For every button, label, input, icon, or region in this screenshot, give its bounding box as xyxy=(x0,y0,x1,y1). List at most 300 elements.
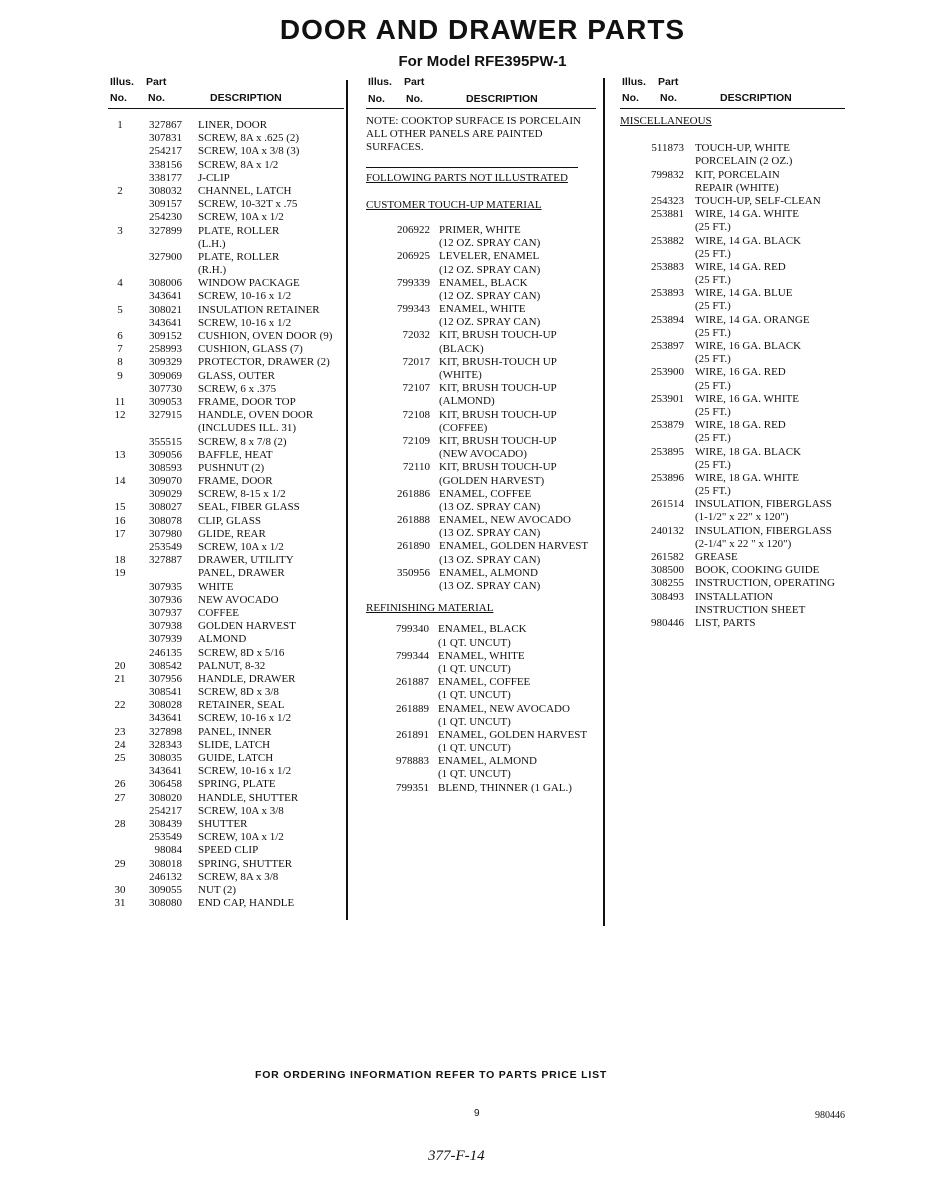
part-description: WIRE, 16 GA. BLACK xyxy=(695,340,802,352)
part-number: 72110 xyxy=(402,461,430,474)
table-row xyxy=(366,277,596,290)
table-row xyxy=(108,264,344,277)
part-description: SCREW, 10A x 3/8 (3) xyxy=(198,145,300,158)
part-description: FRAME, DOOR TOP xyxy=(198,395,296,408)
table-row xyxy=(108,712,344,725)
part-description: (1 QT. UNCUT) xyxy=(438,636,511,649)
table-row xyxy=(108,778,344,791)
part-number: 799343 xyxy=(397,303,430,316)
table-row xyxy=(108,594,344,607)
table-row xyxy=(108,251,344,264)
part-description: PLATE, ROLLER xyxy=(198,224,280,237)
part-description: (2-1/4" x 22 " x 120") xyxy=(695,537,792,550)
table-row xyxy=(620,446,845,459)
part-number: 308542 xyxy=(149,659,182,672)
part-description: WIRE, 16 GA. WHITE xyxy=(695,392,799,405)
illus-number: 5 xyxy=(117,303,123,316)
table-row xyxy=(366,514,596,527)
part-description: HANDLE, DRAWER xyxy=(198,672,296,685)
part-number: 253894 xyxy=(651,313,684,326)
table-row xyxy=(620,393,845,406)
part-number: 307935 xyxy=(149,580,182,593)
part-description: (25 FT.) xyxy=(695,458,731,471)
table-row xyxy=(366,329,596,342)
table-row xyxy=(108,501,344,514)
part-description: KIT, BRUSH TOUCH-UP xyxy=(439,408,557,421)
illus-number: 13 xyxy=(114,448,126,461)
note-line: NOTE: COOKTOP SURFACE IS PORCELAIN xyxy=(366,115,581,127)
table-row xyxy=(620,195,845,208)
part-number: 327887 xyxy=(149,554,182,567)
table-row xyxy=(108,818,344,831)
table-row xyxy=(108,132,344,145)
illus-label: Illus. xyxy=(622,76,646,88)
illus-number: 20 xyxy=(114,659,126,672)
part-description: (12 OZ. SPRAY CAN) xyxy=(439,237,541,250)
table-row xyxy=(366,580,596,593)
part-number: 343641 xyxy=(149,316,182,329)
table-row xyxy=(620,419,845,432)
part-description: KIT, BRUSH TOUCH-UP xyxy=(439,434,557,447)
part-number: 261514 xyxy=(651,498,684,511)
part-number: 308018 xyxy=(149,857,182,870)
part-number: 306458 xyxy=(149,778,182,791)
column-divider xyxy=(603,78,605,926)
part-number: 206922 xyxy=(397,223,430,236)
table-row xyxy=(366,395,596,408)
part-number: 253895 xyxy=(651,445,684,458)
table-row xyxy=(366,475,596,488)
part-description: TOUCH-UP, WHITE xyxy=(695,142,790,155)
part-description: (25 FT.) xyxy=(695,405,731,418)
part-number: 307956 xyxy=(149,672,182,685)
table-row xyxy=(108,660,344,673)
part-description: ENAMEL, COFFEE xyxy=(438,676,531,689)
table-row xyxy=(108,607,344,620)
part-description: ENAMEL, GOLDEN HARVEST xyxy=(438,728,588,741)
no-label: No. xyxy=(622,92,639,104)
table-row xyxy=(108,752,344,765)
part-number: 308020 xyxy=(149,791,182,804)
part-description: PUSHNUT (2) xyxy=(198,461,265,474)
part-description: PLATE, ROLLER xyxy=(198,250,280,263)
illus-number: 25 xyxy=(114,752,126,764)
illus-number: 9 xyxy=(117,369,123,382)
part-description: KIT, BRUSH TOUCH-UP xyxy=(439,382,557,395)
part-description: KIT, BRUSH TOUCH-UP xyxy=(439,461,557,474)
illus-label: Illus. xyxy=(110,76,134,88)
part-description: (GOLDEN HARVEST) xyxy=(439,474,545,487)
part-description: WIRE, 14 GA. WHITE xyxy=(695,208,799,221)
illus-number: 28 xyxy=(114,817,126,830)
part-number: 307980 xyxy=(149,527,182,540)
part-number: 253897 xyxy=(651,340,684,352)
table-row xyxy=(620,261,845,274)
table-row xyxy=(366,448,596,461)
table-row xyxy=(620,155,845,168)
table-row xyxy=(108,225,344,238)
illus-number: 4 xyxy=(117,277,123,290)
table-row xyxy=(108,317,344,330)
part-description: (R.H.) xyxy=(198,264,227,277)
part-description: ENAMEL, WHITE xyxy=(439,303,526,316)
part-description: WIRE, 16 GA. RED xyxy=(695,366,786,379)
part-number: 338177 xyxy=(149,171,182,184)
illus-number: 15 xyxy=(114,501,126,514)
part-description: GLIDE, REAR xyxy=(198,527,266,540)
table-row xyxy=(620,287,845,300)
part-description: SCREW, 10A x 1/2 xyxy=(198,211,284,224)
column-header xyxy=(620,76,845,109)
table-row xyxy=(108,699,344,712)
table-row xyxy=(108,396,344,409)
table-row xyxy=(108,686,344,699)
part-number: 261886 xyxy=(397,487,430,500)
part-number: 308021 xyxy=(149,303,182,316)
table-row xyxy=(620,617,845,630)
part-number: 253901 xyxy=(651,392,684,405)
table-row xyxy=(620,366,845,379)
part-number: 978883 xyxy=(396,755,429,768)
part-description: SCREW, 10A x 1/2 xyxy=(198,541,284,553)
part-description: (25 FT.) xyxy=(695,379,731,392)
illus-number: 1 xyxy=(117,119,123,131)
table-row xyxy=(366,782,596,795)
table-row xyxy=(108,884,344,897)
table-row xyxy=(108,620,344,633)
part-number: 308032 xyxy=(149,184,182,197)
part-description: (L.H.) xyxy=(198,237,226,250)
illus-number: 2 xyxy=(117,184,123,197)
part-description: ENAMEL, ALMOND xyxy=(438,755,537,768)
part-number: 799351 xyxy=(396,781,429,794)
illus-number: 8 xyxy=(117,356,123,369)
part-description: NEW AVOCADO xyxy=(198,593,279,606)
part-number: 253883 xyxy=(651,260,684,273)
model-subtitle: For Model RFE395PW-1 xyxy=(398,53,567,70)
table-row xyxy=(108,805,344,818)
part-description: (25 FT.) xyxy=(695,432,731,445)
part-number: 309029 xyxy=(149,488,182,501)
table-row xyxy=(108,330,344,343)
table-row xyxy=(108,739,344,752)
illus-number: 27 xyxy=(114,791,126,804)
part-number: 307939 xyxy=(149,633,182,646)
table-row xyxy=(366,567,596,580)
table-row xyxy=(108,897,344,910)
part-description: (13 OZ. SPRAY CAN) xyxy=(439,500,541,513)
no-label: No. xyxy=(368,93,385,105)
section-not-illustrated: FOLLOWING PARTS NOT ILLUSTRATED xyxy=(366,171,568,184)
part-description: WIRE, 14 GA. BLACK xyxy=(695,234,802,247)
part-description: PANEL, DRAWER xyxy=(198,567,285,580)
table-row xyxy=(366,663,596,676)
table-row xyxy=(108,356,344,369)
part-number: 327915 xyxy=(149,409,182,422)
column-header xyxy=(108,76,344,109)
part-description: BOOK, COOKING GUIDE xyxy=(695,564,820,577)
separator-rule xyxy=(366,167,578,168)
part-number: 253549 xyxy=(149,541,182,553)
part-number: 309157 xyxy=(149,198,182,211)
part-description: SCREW, 6 x .375 xyxy=(198,382,277,395)
part-number: 799344 xyxy=(396,649,429,662)
table-row xyxy=(620,142,845,155)
table-row xyxy=(620,235,845,248)
table-row xyxy=(108,277,344,290)
part-number: 309053 xyxy=(149,395,182,408)
table-row xyxy=(620,327,845,340)
illus-number: 31 xyxy=(114,897,126,910)
table-row xyxy=(620,406,845,419)
part-description: WIRE, 14 GA. ORANGE xyxy=(695,313,810,326)
table-row xyxy=(620,511,845,524)
table-row xyxy=(108,462,344,475)
table-row xyxy=(108,647,344,660)
part-number: 308439 xyxy=(149,817,182,830)
illus-number: 17 xyxy=(114,527,126,540)
part-description: (25 FT.) xyxy=(695,353,731,366)
part-description: WIRE, 14 GA. RED xyxy=(695,260,786,273)
part-number: 511873 xyxy=(651,142,684,155)
table-row xyxy=(366,237,596,250)
part-description: (1 QT. UNCUT) xyxy=(438,768,511,781)
part-number: 246135 xyxy=(149,646,182,659)
table-row xyxy=(108,304,344,317)
part-description: (25 FT.) xyxy=(695,326,731,339)
table-row xyxy=(620,432,845,445)
table-row xyxy=(108,290,344,303)
table-row xyxy=(366,461,596,474)
table-row xyxy=(108,673,344,686)
part-description: CHANNEL, LATCH xyxy=(198,184,292,197)
part-description: SCREW, 10A x 1/2 xyxy=(198,831,284,844)
description-label: DESCRIPTION xyxy=(210,92,282,104)
table-row xyxy=(108,211,344,224)
part-number: 309329 xyxy=(149,356,182,369)
table-row xyxy=(108,831,344,844)
table-row xyxy=(108,343,344,356)
part-number: 307937 xyxy=(149,606,182,619)
table-row xyxy=(108,515,344,528)
table-row xyxy=(620,169,845,182)
part-number: 240132 xyxy=(651,524,684,537)
table-row xyxy=(108,409,344,422)
table-row xyxy=(620,314,845,327)
table-row xyxy=(366,755,596,768)
part-number: 258993 xyxy=(149,343,182,356)
part-description: SHUTTER xyxy=(198,817,248,830)
table-row xyxy=(108,792,344,805)
part-description: ENAMEL, WHITE xyxy=(438,649,525,662)
part-number: 307831 xyxy=(149,132,182,145)
illus-number: 22 xyxy=(114,699,126,712)
table-row xyxy=(108,475,344,488)
part-number: 308035 xyxy=(149,752,182,764)
table-row xyxy=(366,689,596,702)
part-number: 98084 xyxy=(154,844,182,857)
part-description: ENAMEL, BLACK xyxy=(439,276,528,289)
part-description: HANDLE, OVEN DOOR xyxy=(198,409,314,422)
table-row xyxy=(108,370,344,383)
part-number: 253879 xyxy=(651,419,684,432)
part-number: 72108 xyxy=(402,408,430,421)
part-description: (1 QT. UNCUT) xyxy=(438,715,511,728)
table-row xyxy=(366,264,596,277)
part-number: 307730 xyxy=(149,382,182,395)
part-description: ENAMEL, NEW AVOCADO xyxy=(439,514,571,527)
part-description: (13 OZ. SPRAY CAN) xyxy=(439,527,541,540)
table-row xyxy=(366,540,596,553)
part-description: ENAMEL, GOLDEN HARVEST xyxy=(439,540,589,553)
part-description: WIRE, 18 GA. BLACK xyxy=(695,445,802,458)
part-number: 254323 xyxy=(651,194,684,207)
ordering-info: FOR ORDERING INFORMATION REFER TO PARTS PRICE LIST xyxy=(255,1069,608,1081)
part-number: 799340 xyxy=(396,623,429,636)
part-description: SCREW, 10-16 x 1/2 xyxy=(198,765,292,778)
part-description: GLASS, OUTER xyxy=(198,369,276,382)
part-number: 261887 xyxy=(396,676,429,689)
part-number: 327867 xyxy=(149,119,182,131)
part-number: 799832 xyxy=(651,168,684,181)
part-label: Part xyxy=(146,76,167,88)
part-label: Part xyxy=(658,76,679,88)
part-description: SCREW, 8-15 x 1/2 xyxy=(198,488,286,501)
part-description: SLIDE, LATCH xyxy=(198,738,271,751)
part-description: CUSHION, GLASS (7) xyxy=(198,343,303,356)
no-label: No. xyxy=(660,92,677,104)
table-row xyxy=(108,844,344,857)
part-number: 343641 xyxy=(149,765,182,778)
table-row xyxy=(108,119,344,132)
table-row xyxy=(108,422,344,435)
illus-number: 16 xyxy=(114,514,126,527)
part-description: INSULATION RETAINER xyxy=(198,303,320,316)
part-description: SCREW, 8A x .625 (2) xyxy=(198,132,300,145)
part-description: (COFFEE) xyxy=(439,421,488,434)
table-row xyxy=(366,356,596,369)
part-description: SCREW, 10-32T x .75 xyxy=(198,198,298,211)
table-row xyxy=(366,676,596,689)
illus-number: 29 xyxy=(114,857,126,870)
part-description: TOUCH-UP, SELF-CLEAN xyxy=(695,194,821,207)
table-row xyxy=(366,369,596,382)
no-label: No. xyxy=(148,92,165,104)
part-number: 799339 xyxy=(397,276,430,289)
part-description: SCREW, 8A x 3/8 xyxy=(198,870,279,883)
part-number: 355515 xyxy=(149,435,182,448)
parts-column-3 xyxy=(620,76,845,630)
part-description: SCREW, 8A x 1/2 xyxy=(198,158,279,171)
part-description: RETAINER, SEAL xyxy=(198,699,285,712)
part-description: (WHITE) xyxy=(439,369,482,381)
part-number: 254217 xyxy=(149,145,182,158)
part-number: 246132 xyxy=(149,870,182,883)
illus-number: 24 xyxy=(114,738,126,751)
part-description: BLEND, THINNER (1 GAL.) xyxy=(438,781,572,794)
part-number: 309055 xyxy=(149,883,182,896)
part-description: SCREW, 10A x 3/8 xyxy=(198,804,284,817)
part-description: (1 QT. UNCUT) xyxy=(438,662,511,675)
part-number: 254230 xyxy=(149,211,182,224)
table-row xyxy=(366,224,596,237)
part-description: LEVELER, ENAMEL xyxy=(439,250,540,263)
part-description: (INCLUDES ILL. 31) xyxy=(198,422,297,435)
illus-number: 12 xyxy=(114,409,126,422)
part-number: 254217 xyxy=(149,804,182,817)
illus-number: 11 xyxy=(114,395,126,408)
part-description: PROTECTOR, DRAWER (2) xyxy=(198,356,330,369)
part-description: HANDLE, SHUTTER xyxy=(198,791,299,804)
part-description: SPEED CLIP xyxy=(198,844,259,857)
part-description: (25 FT.) xyxy=(695,300,731,313)
part-number: 980446 xyxy=(651,616,684,629)
part-description: ENAMEL, ALMOND xyxy=(439,566,538,579)
part-number: 261888 xyxy=(397,514,430,527)
part-number: 327898 xyxy=(149,725,182,738)
table-row xyxy=(620,221,845,234)
part-description: WIRE, 18 GA. RED xyxy=(695,419,786,432)
part-description: ALMOND xyxy=(198,633,247,646)
part-number: 307936 xyxy=(149,593,182,606)
illus-number: 3 xyxy=(117,224,123,237)
table-row xyxy=(620,525,845,538)
part-description: (25 FT.) xyxy=(695,221,731,234)
part-description: SCREW, 8D x 5/16 xyxy=(198,646,285,659)
table-row xyxy=(108,871,344,884)
part-number: 261889 xyxy=(396,702,429,715)
section-miscellaneous-title: MISCELLANEOUS xyxy=(620,115,712,127)
part-description: (13 OZ. SPRAY CAN) xyxy=(439,553,541,566)
part-number: 309152 xyxy=(149,330,182,342)
table-row xyxy=(366,650,596,663)
table-row xyxy=(366,527,596,540)
part-description: WIRE, 18 GA. WHITE xyxy=(695,471,799,484)
part-description: KIT, PORCELAIN xyxy=(695,168,780,181)
table-row xyxy=(366,290,596,303)
table-row xyxy=(108,633,344,646)
part-description: (12 OZ. SPRAY CAN) xyxy=(439,316,541,329)
part-description: (13 OZ. SPRAY CAN) xyxy=(439,580,541,592)
part-description: SPRING, PLATE xyxy=(198,778,276,791)
table-row xyxy=(366,742,596,755)
table-row xyxy=(620,459,845,472)
part-description: PORCELAIN (2 OZ.) xyxy=(695,155,793,168)
part-description: FRAME, DOOR xyxy=(198,475,273,488)
document-number: 980446 xyxy=(815,1110,845,1121)
table-row xyxy=(366,250,596,263)
part-number: 308028 xyxy=(149,699,182,712)
description-label: DESCRIPTION xyxy=(466,93,538,105)
part-description: INSTALLATION xyxy=(695,590,773,603)
part-number: 328343 xyxy=(149,738,182,751)
part-description: SCREW, 10-16 x 1/2 xyxy=(198,316,292,329)
table-row xyxy=(108,528,344,541)
part-description: ENAMEL, BLACK xyxy=(438,623,527,636)
table-row xyxy=(620,472,845,485)
illus-label: Illus. xyxy=(368,76,392,88)
table-row xyxy=(108,198,344,211)
handwritten-note: 377-F-14 xyxy=(428,1148,485,1164)
part-number: 253881 xyxy=(651,208,684,221)
part-description: PANEL, INNER xyxy=(198,725,272,738)
part-description: SCREW, 10-16 x 1/2 xyxy=(198,712,292,725)
table-row xyxy=(108,172,344,185)
illus-number: 14 xyxy=(114,475,126,488)
part-description: LINER, DOOR xyxy=(198,119,268,131)
part-number: 327899 xyxy=(149,224,182,237)
part-description: NUT (2) xyxy=(198,883,236,896)
